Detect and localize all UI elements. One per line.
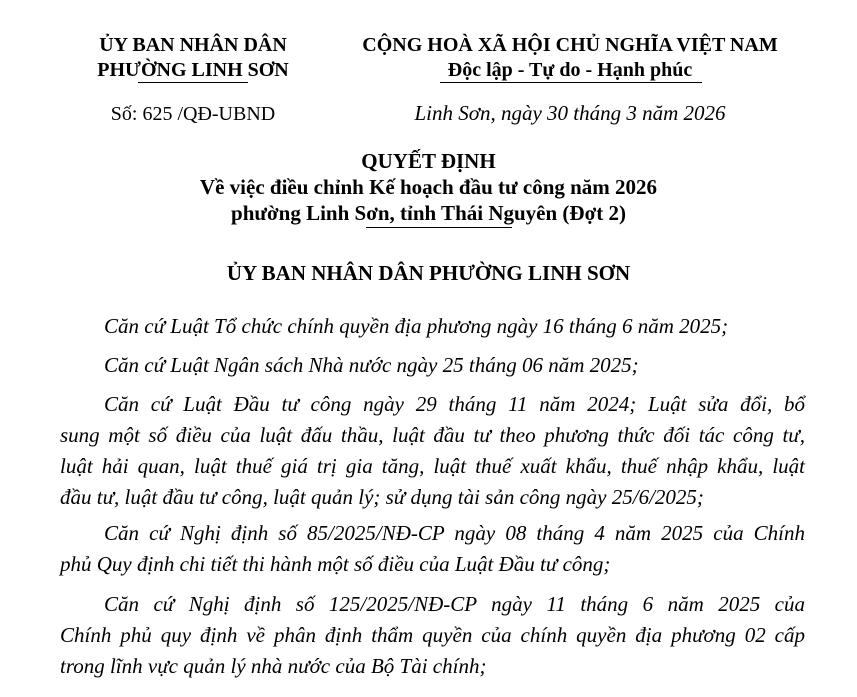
legal-basis-paragraph [60, 311, 805, 342]
issuing-body-line2: PHƯỜNG LINH SƠN [97, 59, 289, 81]
subject-underline [366, 227, 512, 228]
left-header-underline [138, 82, 248, 83]
legal-basis-paragraph [60, 589, 805, 682]
paragraph-line: Căn cứ Luật Tổ chức chính quyền địa phương ngày 16 tháng 6 năm 2025; [104, 314, 729, 338]
paragraph-line: Căn cứ Luật Ngân sách Nhà nước ngày 25 tháng 06 năm 2025; [104, 353, 639, 377]
paragraph-line: trong lĩnh vực quản lý nhà nước của Bộ Tài chính; [60, 654, 487, 678]
document-type-title: QUYẾT ĐỊNH [361, 149, 496, 173]
paragraph-line: đầu tư, luật đầu tư công, luật quản lý; sử dụng tài sản công ngày 25/6/2025; [60, 485, 704, 509]
paragraph-line: Căn cứ Nghị định số 85/2025/NĐ-CP ngày 08 tháng 4 năm 2025 của Chính [104, 521, 805, 545]
legal-basis-paragraph [60, 518, 805, 580]
paragraph-line: Căn cứ Luật Đầu tư công ngày 29 tháng 11 năm 2024; Luật sửa đổi, bổ [104, 392, 805, 416]
place-date: Linh Sơn, ngày 30 tháng 3 năm 2026 [414, 101, 726, 125]
document-subject-line2: phường Linh Sơn, tỉnh Thái Nguyên (Đợt 2) [231, 201, 626, 225]
national-title: CỘNG HOÀ XÃ HỘI CHỦ NGHĨA VIỆT NAM [362, 34, 778, 56]
legal-basis-paragraph [60, 389, 805, 513]
issuing-body-line1: ỦY BAN NHÂN DÂN [99, 34, 287, 56]
national-motto: Độc lập - Tự do - Hạnh phúc [447, 59, 693, 81]
paragraph-line: luật hải quan, luật thuế giá trị gia tăng, luật thuế xuất khẩu, thuế nhập khẩu, luật [60, 454, 805, 478]
authority-heading: ỦY BAN NHÂN DÂN PHƯỜNG LINH SƠN [226, 261, 631, 285]
document-subject-line1: Về việc điều chỉnh Kế hoạch đầu tư công năm 2026 [199, 175, 658, 199]
document-number: Số: 625 /QĐ-UBND [110, 103, 276, 125]
paragraph-line: Căn cứ Nghị định số 125/2025/NĐ-CP ngày 11 tháng 6 năm 2025 của [104, 592, 805, 616]
legal-basis-paragraph [60, 350, 805, 381]
paragraph-line: sung một số điều của luật đấu thầu, luật đầu tư theo phương thức đối tác công tư, [60, 423, 805, 447]
paragraph-line: phủ Quy định chi tiết thi hành một số điều của Luật Đầu tư công; [60, 552, 611, 576]
paragraph-line: Chính phủ quy định về phân định thẩm quyền của chính quyền địa phương 02 cấp [60, 623, 805, 647]
motto-underline [440, 82, 702, 83]
